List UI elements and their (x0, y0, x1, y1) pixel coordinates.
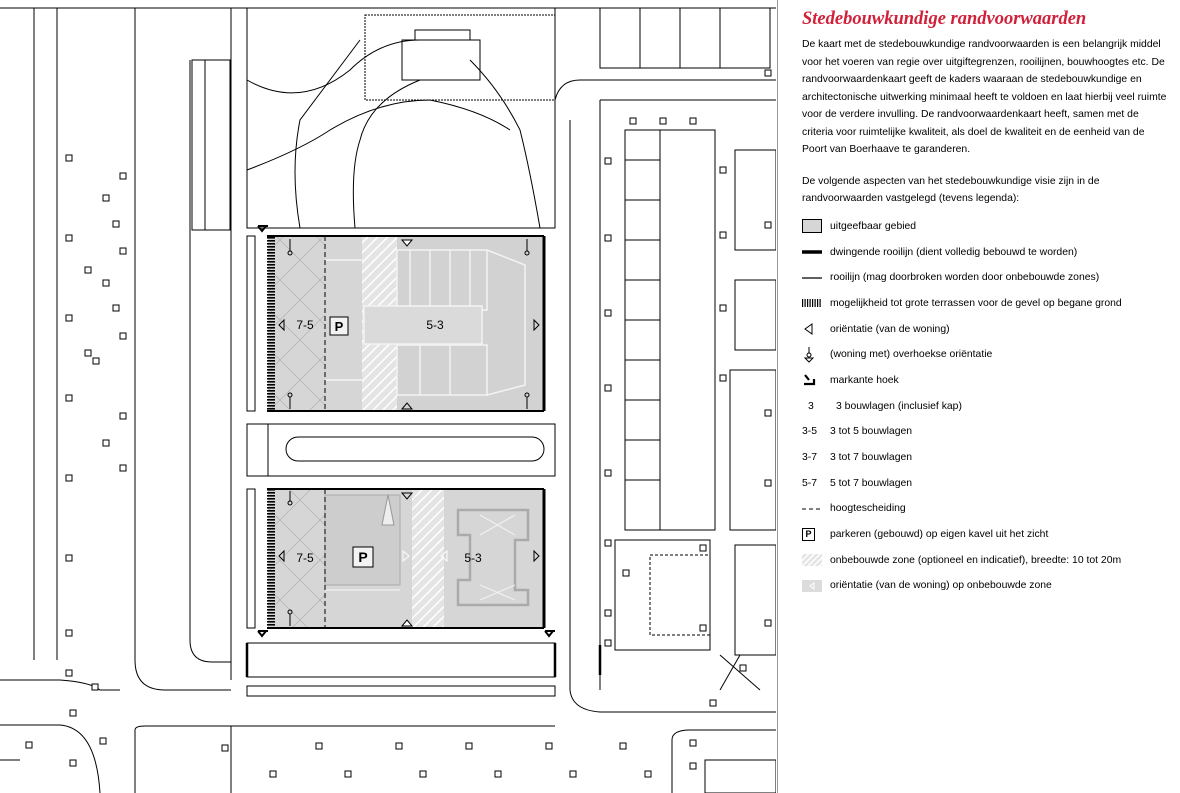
north-east-blocks (555, 8, 776, 712)
legend-item (802, 291, 1168, 317)
panel-intro-2: De volgende aspecten van het stedebouwkundige visie zijn in de randvoorwaarden vastgelegd (tevens legenda): (802, 175, 1100, 204)
legend-label: 5 tot 7 bouwlagen (830, 477, 913, 489)
south-strip (247, 643, 600, 696)
legend-item (802, 239, 1168, 265)
south-east-blocks (672, 655, 776, 793)
orientatie-onbebouwd-icon (802, 580, 830, 592)
legend-list (802, 214, 1168, 599)
parkeren-icon (802, 528, 830, 541)
legend-symbol-text: 3 (808, 400, 814, 412)
legend-label: oriëntatie (van de woning) (830, 323, 950, 335)
legend-item (802, 368, 1168, 394)
legend-item (802, 342, 1168, 368)
legend-symbol-text: 3-5 (802, 426, 818, 438)
legend-panel (777, 0, 1180, 793)
legend-item (802, 470, 1168, 496)
legend-item (802, 265, 1168, 291)
onbebouwd-icon (802, 554, 830, 566)
legend-label: uitgeefbaar gebied (830, 220, 917, 232)
legend-label: mogelijkheid tot grote terrassen voor de gevel op begane grond (830, 297, 1122, 309)
legend-item (802, 496, 1168, 522)
middle-strip (247, 424, 555, 476)
legend-label: 3 tot 5 bouwlagen (830, 426, 913, 438)
height-label-block1-left: 7-5 (296, 318, 314, 332)
rooilijn-icon (802, 274, 830, 282)
legend-label: markante hoek (830, 374, 899, 386)
uitgeefbaar-icon (802, 219, 830, 233)
orientatie-icon (802, 323, 830, 335)
height-label-block2-left: 7-5 (296, 551, 314, 565)
legend-item (802, 547, 1168, 573)
legend-label: dwingende rooilijn (dient volledig bebouwd te worden) (830, 246, 1078, 258)
legend-symbol-text: 5-7 (802, 477, 818, 489)
legend-symbol-text: 3-7 (802, 452, 818, 464)
legend-label: oriëntatie (van de woning) op onbebouwde zone (830, 580, 1052, 592)
height-label-block2-right: 5-3 (464, 551, 482, 565)
legend-item (802, 419, 1168, 445)
parkeren-symbol: P (802, 528, 815, 541)
legend-item (802, 214, 1168, 240)
park (247, 8, 555, 228)
legend-item (802, 522, 1168, 548)
legend-item (802, 445, 1168, 471)
legend-label: 3 bouwlagen (inclusief kap) (836, 400, 962, 412)
panel-title: Stedebouwkundige randvoorwaarden (802, 9, 1087, 29)
hoogtescheiding-icon (802, 506, 830, 512)
legend-label: onbebouwde zone (optioneel en indicatief), breedte: 10 tot 20m (830, 554, 1122, 566)
legend-item (802, 316, 1168, 342)
markante-hoek-icon (802, 373, 830, 387)
block-1 (247, 226, 544, 411)
legend-label: 3 tot 7 bouwlagen (830, 452, 913, 464)
dwingende-rooilijn-icon (802, 248, 830, 256)
legend-label: hoogtescheiding (830, 503, 906, 515)
legend-label: parkeren (gebouwd) op eigen kavel uit het zicht (830, 529, 1049, 541)
legend-label: rooilijn (mag doorbroken worden door onbebouwde zones) (830, 272, 1100, 284)
height-label-block1-right: 5-3 (426, 318, 444, 332)
parking-label: P (334, 319, 344, 334)
terras-icon (802, 298, 830, 308)
legend-item (802, 573, 1168, 599)
overhoekse-icon (802, 347, 830, 363)
legend-item (802, 393, 1168, 419)
block-2 (247, 489, 555, 636)
panel-intro: De kaart met de stedebouwkundige randvoorwaarden is een belangrijk middel voor het voeren van regie over uitgiftegrenzen, rooilijnen, bouwhoogtes etc. De randvoorwaardenkaart geeft de kaders waaraan de stedebouwkundige en architectonische uitwerking minimaal heeft te voldoen en laat hierbij veel ruimte voor de verdere invulling. De randvoorwaardenkaart heeft, samen met de criteria voor ruimtelijke kwaliteit, als doel de kwaliteit en de eenheid van de Poort van Boerhaave te garanderen. (802, 39, 1167, 155)
legend-label: (woning met) overhoekse oriëntatie (830, 349, 993, 361)
parking-label-2: P (358, 549, 368, 565)
